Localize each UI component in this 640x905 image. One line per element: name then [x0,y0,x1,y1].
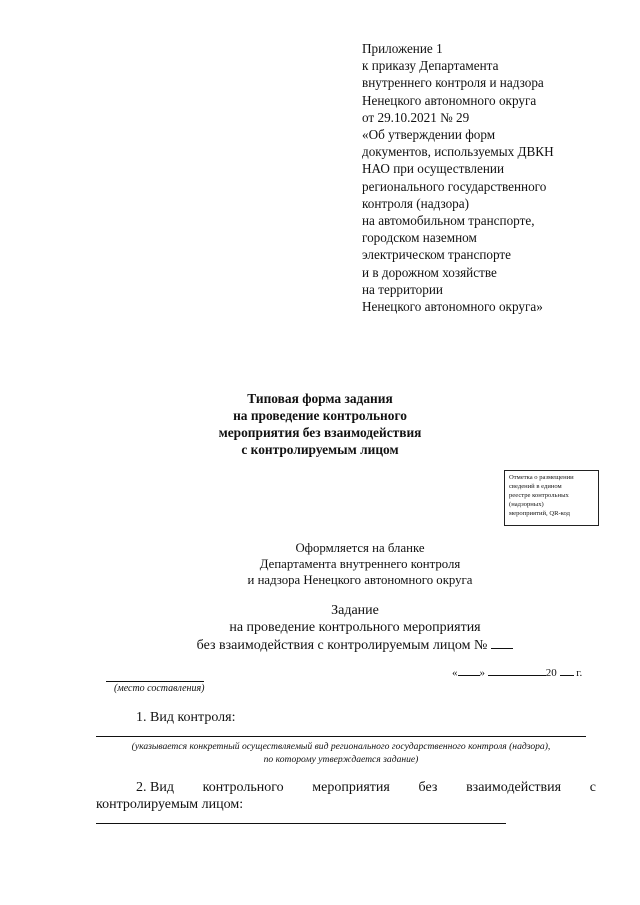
letterhead-note-line: и надзора Ненецкого автономного округа [247,573,473,587]
date-close-quote: » [479,667,485,679]
section-2-line-1 [96,779,596,796]
qr-box-line: (надзорных) [509,501,544,508]
appendix-line: «Об утверждении форм [362,127,496,143]
task-heading-line: без взаимодействия с контролируемым лицом № [196,638,488,653]
section-1-label: 1. Вид контроля: [136,710,236,725]
appendix-line: на территории [362,281,443,297]
qr-box-line: сведений в едином [509,483,562,490]
appendix-line: на автомобильном транспорте, [362,213,535,229]
form-title-line: с контролируемым лицом [241,442,399,457]
date-century: 20 [545,667,557,679]
appendix-line: и в дорожном хозяйстве [362,264,497,280]
appendix-line: электрическом транспорте [362,247,512,263]
appendix-line: от 29.10.2021 № 29 [362,109,470,125]
appendix-line: регионального государственного [362,178,547,194]
section-1-caption-line: по которому утверждается задание) [263,754,419,765]
section-2 [96,779,596,813]
date-open-quote: « [452,667,458,679]
section-2-line-2: контролируемым лицом: [96,797,244,812]
section-2-word: контрольного [202,780,284,795]
section-1-caption [96,740,586,766]
place-field[interactable] [106,681,204,682]
appendix-line: НАО при осуществлении [362,161,505,177]
section-2-word: без [418,780,438,795]
task-heading-line: Задание [331,603,379,618]
letterhead-note [170,540,550,588]
section-2-word: мероприятия [312,780,390,795]
task-number-field[interactable] [491,636,513,649]
appendix-line: Приложение 1 [362,41,443,56]
date-year-suffix: г. [576,667,583,679]
day-field[interactable] [458,666,480,676]
event-type-field[interactable] [96,823,506,824]
section-2-word: с [589,780,596,795]
appendix-line: Ненецкого автономного округа» [362,299,543,315]
qr-box-line: Отметка о размещении [509,474,574,481]
form-title-line: на проведение контрольного [233,408,407,423]
form-title-line: мероприятия без взаимодействия [218,425,422,440]
control-type-field[interactable] [96,736,586,737]
appendix-line: документов, используемых ДВКН [362,144,554,160]
qr-box-line: реестре контрольных [509,492,569,499]
year-field[interactable] [560,666,574,676]
date-field [452,666,582,679]
form-title-line: Типовая форма задания [247,391,393,406]
appendix-line: городском наземном [362,230,477,246]
task-heading [150,602,560,654]
section-2-word: 2. Вид [136,780,174,795]
appendix-line: к приказу Департамента [362,58,499,74]
section-1-caption-line: (указывается конкретный осуществляемый вид регионального государственного контроля (надзора), [131,741,551,752]
letterhead-note-line: Департамента внутреннего контроля [259,557,461,571]
section-2-word: взаимодействия [466,780,562,795]
place-caption: (место составления) [114,683,205,694]
appendix-line: Ненецкого автономного округа [362,92,537,108]
appendix-line: контроля (надзора) [362,195,470,211]
task-heading-line: на проведение контрольного мероприятия [229,620,481,635]
appendix-block [362,40,632,315]
qr-box-line: мероприятий, QR-код [509,510,571,517]
appendix-line: внутреннего контроля и надзора [362,75,544,91]
qr-registry-box [504,470,599,526]
month-field[interactable] [488,666,546,676]
letterhead-note-line: Оформляется на бланке [295,541,425,555]
task-heading-number-line [150,636,560,654]
form-title [170,390,470,458]
